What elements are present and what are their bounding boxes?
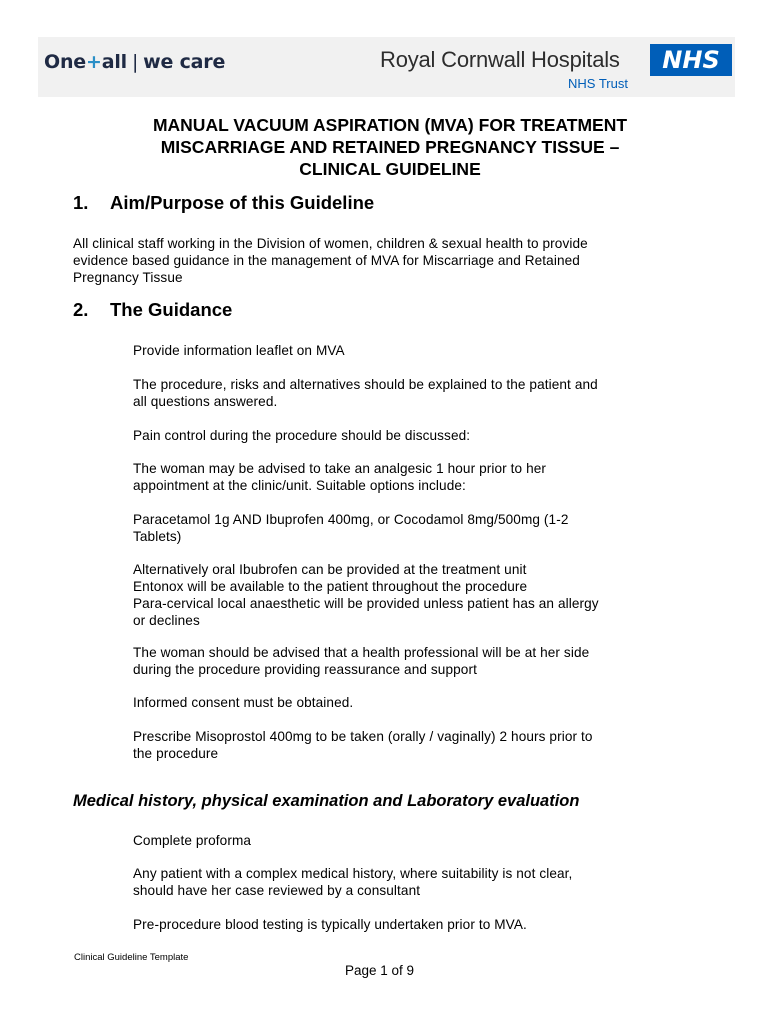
slogan-plus: + [85, 51, 102, 73]
header-banner [38, 37, 735, 97]
evaluation-paragraph [133, 916, 527, 933]
guidance-paragraph [133, 644, 589, 678]
body-line: Informed consent must be obtained. [133, 695, 354, 710]
guidance-paragraph [133, 728, 593, 762]
guidance-paragraph [133, 511, 569, 545]
footer-template-label: Clinical Guideline Template [74, 952, 189, 963]
body-line: or declines [133, 613, 200, 628]
title-line: MISCARRIAGE AND RETAINED PREGNANCY TISSUE – [160, 137, 620, 157]
guidance-paragraph [133, 460, 546, 494]
section-number: 2. [73, 299, 89, 320]
body-line: should have her case reviewed by a consultant [133, 883, 421, 898]
body-line: Paracetamol 1g AND Ibuprofen 400mg, or Cocodamol 8mg/500mg (1-2 [133, 512, 569, 527]
section-1-heading [73, 192, 374, 214]
section-number: 1. [73, 192, 89, 213]
body-line: Prescribe Misoprostol 400mg to be taken (orally / vaginally) 2 hours prior to [133, 729, 593, 744]
body-line: Pain control during the procedure should be discussed: [133, 428, 471, 443]
section-2-heading [73, 299, 232, 321]
slogan-all: all [101, 51, 127, 73]
body-line: Provide information leaflet on MVA [133, 343, 345, 358]
body-line: Alternatively oral Ibubrofen can be provided at the treatment unit [133, 562, 527, 577]
page-number: Page 1 of 9 [345, 963, 415, 978]
guidance-paragraph [133, 376, 598, 410]
body-line: Complete proforma [133, 833, 252, 848]
guidance-paragraph [133, 427, 470, 444]
title-line: MANUAL VACUUM ASPIRATION (MVA) FOR TREATMENT [152, 115, 628, 135]
body-line: The woman may be advised to take an analgesic 1 hour prior to her [133, 461, 547, 476]
title-line: CLINICAL GUIDELINE [299, 159, 481, 179]
subsection-heading: Medical history, physical examination and Laboratory evaluation [73, 792, 580, 810]
body-line: Para-cervical local anaesthetic will be provided unless patient has an allergy [133, 596, 599, 611]
slogan-one: One [44, 51, 86, 73]
guidance-paragraph [133, 694, 353, 711]
section-title: Aim/Purpose of this Guideline [110, 192, 375, 213]
guidance-paragraph [133, 342, 345, 359]
body-line: Pre-procedure blood testing is typically undertaken prior to MVA. [133, 917, 527, 932]
section-1-body [73, 235, 588, 286]
document-title [90, 114, 690, 180]
slogan-separator: | [131, 51, 139, 73]
body-line: appointment at the clinic/unit. Suitable options include: [133, 478, 466, 493]
body-line: all questions answered. [133, 394, 278, 409]
body-line: Entonox will be available to the patient throughout the procedure [133, 579, 528, 594]
body-line: All clinical staff working in the Division of women, children & sexual health to provide [73, 236, 588, 251]
section-title: The Guidance [110, 299, 233, 320]
trust-name: Royal Cornwall Hospitals [380, 47, 620, 72]
body-line: Pregnancy Tissue [73, 270, 183, 285]
guidance-paragraph [133, 561, 599, 629]
evaluation-paragraph [133, 832, 251, 849]
evaluation-paragraph [133, 865, 572, 899]
slogan-we-care: we care [143, 51, 226, 73]
body-line: The woman should be advised that a health professional will be at her side [133, 645, 590, 660]
body-line: Any patient with a complex medical history, where suitability is not clear, [133, 866, 573, 881]
body-line: evidence based guidance in the management of MVA for Miscarriage and Retained [73, 253, 580, 268]
body-line: the procedure [133, 746, 219, 761]
body-line: The procedure, risks and alternatives should be explained to the patient and [133, 377, 598, 392]
nhs-logo: NHS [650, 44, 732, 76]
slogan-logo [44, 51, 225, 73]
body-line: Tablets) [133, 529, 182, 544]
trust-subtitle: NHS Trust [568, 76, 628, 91]
body-line: during the procedure providing reassurance and support [133, 662, 477, 677]
